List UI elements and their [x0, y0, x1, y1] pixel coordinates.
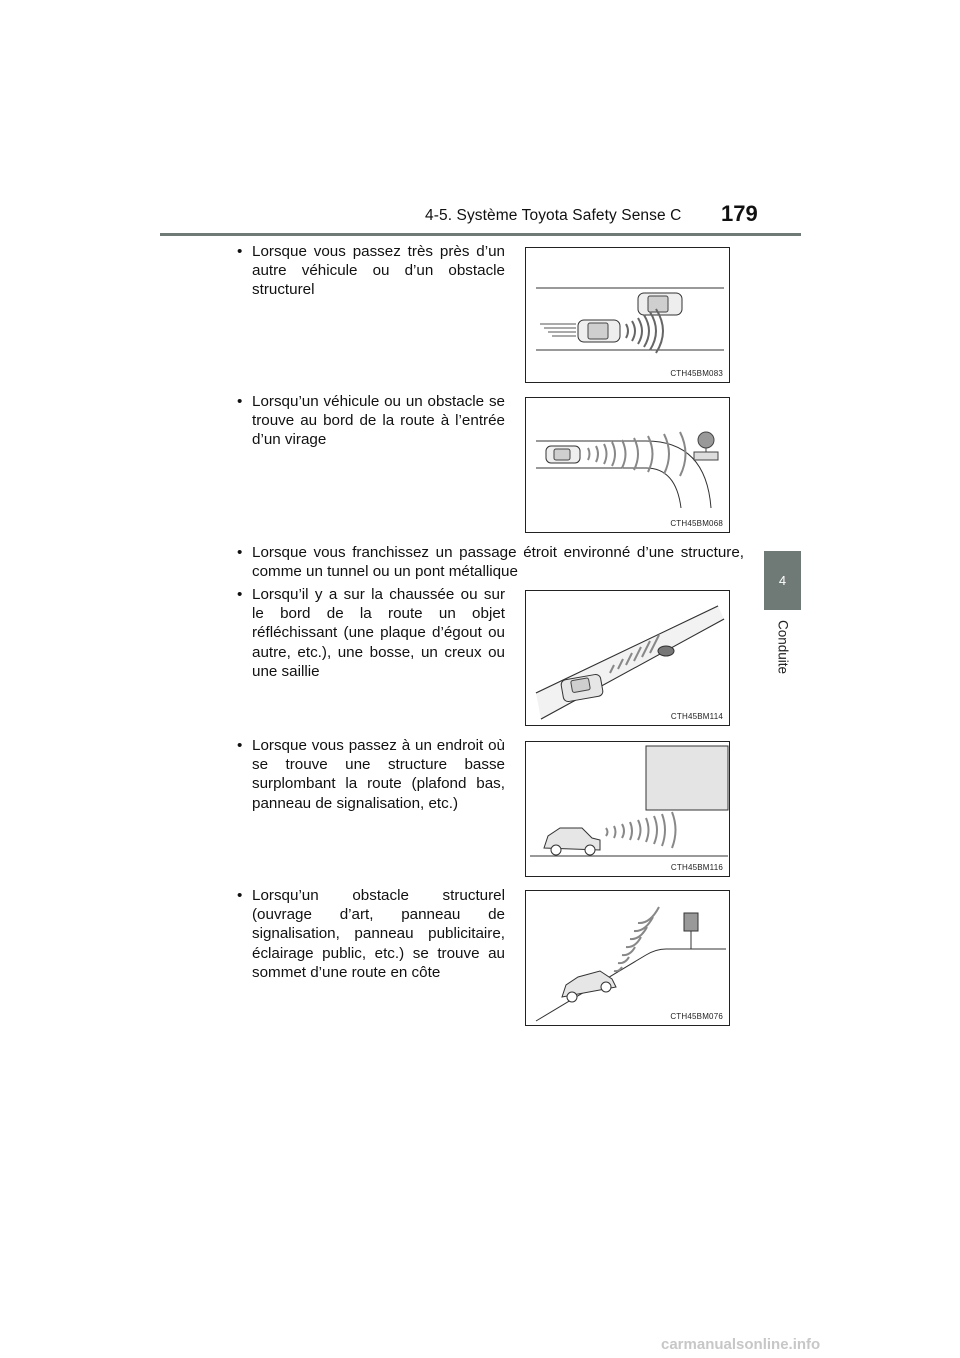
figure-close-pass: [525, 247, 730, 383]
item-text: Lorsqu’un obstacle structurel (ouvrage d’art, panneau de signalisation, panneau publicitaire, éclairage public, etc.) se trouve au sommet d’une route en côte: [252, 887, 505, 981]
figure-code: CTH45BM068: [670, 519, 723, 528]
item-text: Lorsque vous passez à un endroit où se trouve une structure basse surplombant la route (plafond bas, panneau de signalisation, etc.): [252, 737, 505, 812]
page-number: 179: [721, 201, 758, 226]
item-text: Lorsque vous franchissez un passage étroit environné d’une structure, comme un tunnel ou un pont métallique: [252, 544, 744, 581]
list-item: [237, 543, 744, 581]
list-item: [237, 242, 505, 300]
footer-watermark: carmanualsonline.info: [661, 1336, 821, 1353]
list-item: [237, 585, 505, 681]
header-section-title: 4-5. Système Toyota Safety Sense C: [425, 207, 682, 224]
header-rule: [160, 233, 801, 236]
figure-curve-entry: [525, 397, 730, 533]
bullet: •: [237, 243, 243, 260]
bullet: •: [237, 393, 243, 410]
item-text: Lorsque vous passez très près d’un autre véhicule ou d’un obstacle structurel: [252, 243, 505, 299]
figure-reflective-object: [525, 590, 730, 726]
list-item: [237, 392, 505, 450]
bullet: •: [237, 737, 243, 754]
chapter-tab[interactable]: 4: [764, 551, 801, 610]
figure-low-structure: [525, 741, 730, 877]
bullet: •: [237, 544, 243, 561]
chapter-label: Conduite: [775, 619, 791, 675]
item-text: Lorsqu’un véhicule ou un obstacle se trouve au bord de la route à l’entrée d’un virage: [252, 393, 505, 449]
figure-hill-top: [525, 890, 730, 1026]
figure-code: CTH45BM114: [670, 712, 723, 721]
figure-code: CTH45BM116: [670, 863, 723, 872]
item-text: Lorsqu’il y a sur la chaussée ou sur le bord de la route un objet réfléchissant (une plaque d’égout ou autre, etc.), une bosse, un creux ou une saillie: [252, 586, 505, 680]
list-item: [237, 886, 505, 982]
bullet: •: [237, 887, 243, 904]
figure-code: CTH45BM083: [670, 369, 723, 378]
figure-code: CTH45BM076: [670, 1012, 723, 1021]
list-item: [237, 736, 505, 813]
bullet: •: [237, 586, 243, 603]
